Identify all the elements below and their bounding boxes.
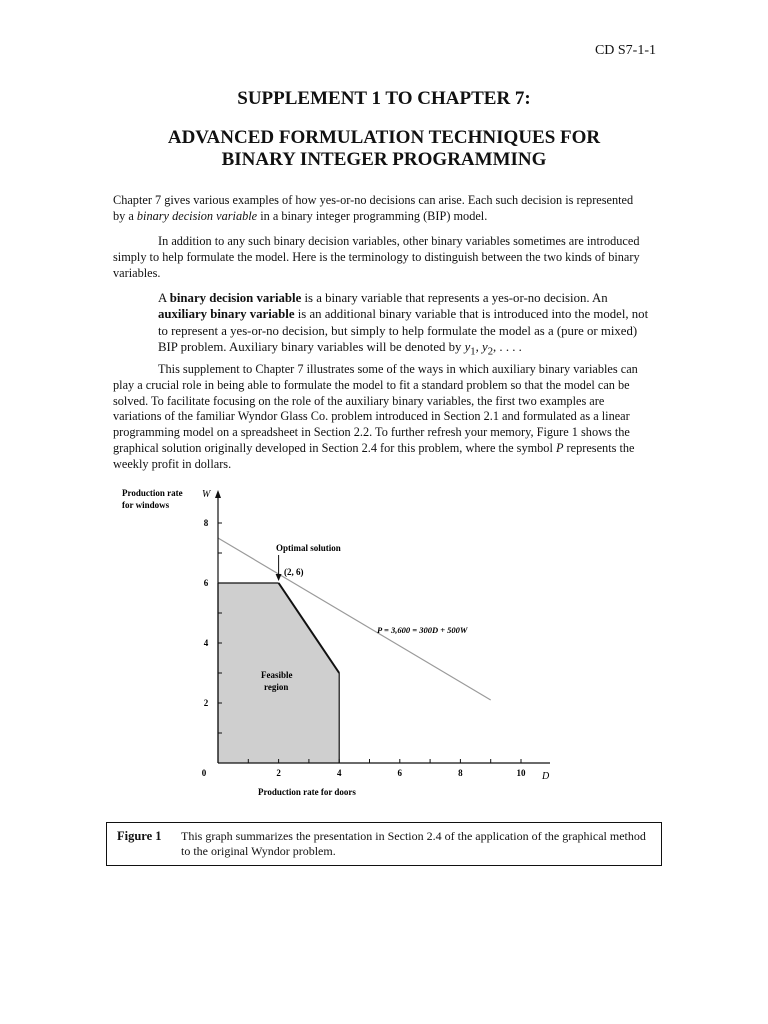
text-span: is a binary variable that represents a yes-or-no decision. An	[301, 291, 608, 305]
paragraph-supplement-overview	[113, 362, 645, 473]
chapter-title-line1: ADVANCED FORMULATION TECHNIQUES FOR	[167, 127, 601, 148]
text-span: is an additional binary variable that is introduced into the model, not to represent a yes-or-no decision, but simply to help formulate the model as a (pure or mixed) BIP problem. Auxiliary binary variables will be denoted by	[158, 307, 649, 354]
y-axis-arrow	[215, 490, 221, 498]
paragraph-intro	[113, 193, 645, 225]
emphasis-term: binary decision variable	[136, 208, 258, 223]
optimal-solution-label: Optimal solution	[276, 543, 341, 553]
chapter-title	[0, 127, 768, 171]
graphical-solution-chart	[110, 480, 550, 800]
figure-caption	[106, 822, 662, 866]
figure-label: Figure 1	[117, 829, 162, 843]
caption-text: This graph summarizes the presentation in Section 2.4 of the application of the graphical method to the original Wyndor problem.	[181, 829, 646, 858]
x-tick-label: 8	[458, 768, 463, 778]
x-tick-label: 6	[397, 768, 403, 778]
y-tick-label: 2	[203, 698, 209, 708]
page-number: CD S7-1-1	[594, 43, 656, 58]
feasible-region-label-line2: region	[264, 682, 289, 692]
text-span: , . . . .	[493, 339, 522, 354]
x-tick-label: 2	[276, 768, 281, 778]
subscript: 1	[470, 346, 476, 358]
variable-y: y	[464, 339, 471, 354]
y-axis-label-line1: Production rate	[122, 488, 183, 498]
text-span: in a binary integer programming (BIP) model.	[257, 208, 488, 223]
variable-p: P	[555, 440, 564, 455]
y-tick-label: 8	[203, 518, 209, 528]
figure-1-graph	[110, 480, 550, 800]
definition-block	[158, 290, 652, 361]
supplement-title: SUPPLEMENT 1 TO CHAPTER 7:	[237, 88, 531, 109]
text-span: A	[158, 291, 170, 305]
y-tick-label: 6	[203, 578, 209, 588]
x-tick-label: 0	[201, 768, 207, 778]
defined-term-binary-decision: binary decision variable	[169, 291, 302, 305]
paragraph-terminology: In addition to any such binary decision variables, other binary variables sometimes are introduced simply to help formulate the model. Here is the terminology to distinguish between the two kinds of binary variables.	[113, 234, 640, 280]
y-axis-label-line2: for windows	[122, 500, 170, 510]
x-axis-label: Production rate for doors	[258, 787, 356, 797]
x-tick-label: 4	[336, 768, 342, 778]
y-axis-symbol: W	[202, 489, 211, 500]
x-tick-label: 10	[516, 768, 526, 778]
objective-function-label: P = 3,600 = 300D + 500W	[377, 625, 468, 635]
defined-term-auxiliary: auxiliary binary variable	[158, 307, 295, 322]
variable-y: , y	[475, 339, 488, 354]
subscript: 2	[487, 346, 494, 358]
text-span: Chapter 7 gives various examples of how yes-or-no decisions can arise. Each such decision is represented by a	[113, 193, 634, 223]
text-span: represents the weekly profit in dollars.	[113, 440, 635, 471]
text-span: This supplement to Chapter 7 illustrates some of the ways in which auxiliary binary variables can play a crucial role in being able to formulate the model to fit a standard problem so that the model can be solved. To facilitate focusing on the role of the auxiliary binary variables, the first two examples are variations of the familiar Wyndor Glass Co. problem introduced in Section 2.1 and formulated as a linear programming model on a spreadsheet in Section 2.2. To further refresh your memory, Figure 1 shows the graphical solution originally developed in Section 2.4 for this problem, where the symbol	[113, 362, 638, 455]
y-tick-label: 4	[203, 638, 209, 648]
optimal-point-label: (2, 6)	[284, 567, 304, 577]
optimal-arrow-head	[276, 574, 282, 581]
chapter-title-line2: BINARY INTEGER PROGRAMMING	[221, 149, 547, 170]
x-axis-symbol: D	[542, 771, 550, 782]
feasible-region-label-line1: Feasible	[261, 670, 293, 680]
